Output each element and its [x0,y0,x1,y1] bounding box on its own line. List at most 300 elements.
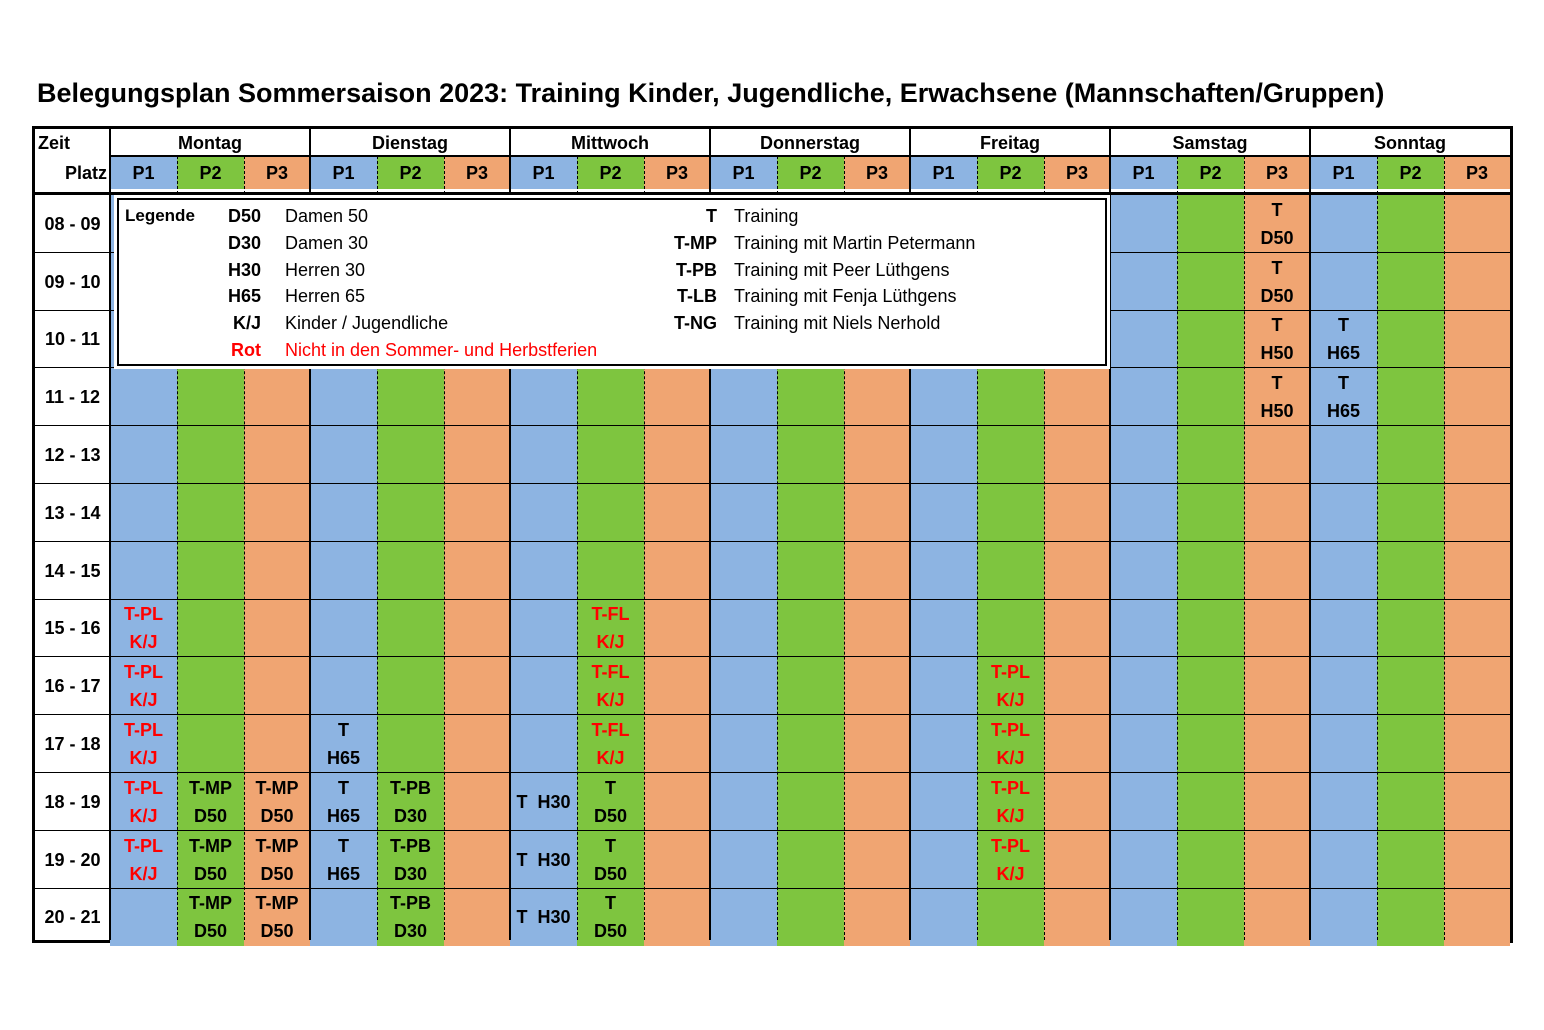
time-slot-label: 18 - 19 [44,791,101,812]
court-divider [1177,156,1178,940]
booking-cell [110,600,177,658]
court-header-p3: P3 [1044,156,1110,189]
court-slot-cell [1377,831,1444,889]
court-slot-cell [1044,542,1110,600]
court-slot-cell [1244,889,1310,947]
booking-text: D50 [193,921,228,942]
booking-cell [1244,195,1310,253]
court-slot-cell [1044,889,1110,947]
court-slot-cell [177,426,244,484]
legend-description: Training mit Peer Lüthgens [734,259,950,280]
booking-text: K/J [996,863,1025,884]
court-slot-cell [244,368,310,426]
booking-text: T-MP [255,835,299,856]
page-title: Belegungsplan Sommersaison 2023: Training Kinder, Jugendliche, Erwachsene (Mannschaften/Gruppen) [37,78,1385,108]
court-slot-cell [1444,889,1510,947]
legend-box [117,198,1107,366]
court-slot-cell [910,542,977,600]
column-divider [109,129,111,940]
court-slot-cell [577,542,644,600]
court-slot-cell [777,542,844,600]
booking-text: T [1271,257,1283,278]
court-slot-cell [1177,253,1244,311]
booking-cell [244,773,310,831]
booking-text: T [605,835,616,856]
court-slot-cell [1044,426,1110,484]
court-slot-cell [1044,368,1110,426]
court-slot-cell [910,484,977,542]
court-slot-cell [510,426,577,484]
booking-cell [177,889,244,947]
court-slot-cell [844,657,910,715]
court-slot-cell [110,368,177,426]
court-slot-cell [1377,311,1444,369]
court-slot-cell [110,889,177,947]
time-slot-label: 16 - 17 [44,676,101,697]
booking-text: T-MP [189,893,232,914]
court-slot-cell [1310,600,1377,658]
booking-cell [377,831,444,889]
court-slot-cell [710,426,777,484]
court-slot-cell [910,426,977,484]
court-slot-cell [644,715,710,773]
header-zeit-label: Zeit [38,132,71,153]
court-slot-cell [910,657,977,715]
court-header-p2: P2 [577,156,644,189]
booking-text: H50 [1260,401,1294,422]
booking-text: H65 [1326,401,1361,422]
court-slot-cell [1310,889,1377,947]
court-slot-cell [444,831,510,889]
court-slot-cell [1110,368,1177,426]
booking-text: T [605,777,616,798]
booking-cell [510,889,577,947]
booking-text: K/J [129,805,158,826]
time-slot-label: 20 - 21 [44,907,101,928]
court-slot-cell [244,484,310,542]
booking-cell [977,773,1044,831]
legend-code: T-NG [674,313,717,334]
booking-cell [577,773,644,831]
court-slot-cell [577,368,644,426]
court-slot-cell [1177,657,1244,715]
booking-text: T-PL [124,777,163,798]
court-slot-cell [1310,831,1377,889]
time-slot-label: 17 - 18 [44,734,101,755]
row-divider [35,830,1510,831]
booking-cell [977,657,1044,715]
row-divider [35,367,1510,368]
day-header-samstag: Samstag [1172,132,1248,153]
court-slot-cell [177,657,244,715]
court-slot-cell [1377,426,1444,484]
booking-cell [1310,311,1377,369]
court-slot-cell [444,715,510,773]
court-slot-cell [1310,484,1377,542]
booking-cell [244,889,310,947]
court-slot-cell [110,484,177,542]
row-divider [35,599,1510,600]
court-slot-cell [1177,311,1244,369]
booking-text: D50 [593,863,628,884]
court-slot-cell [710,773,777,831]
court-slot-cell [1044,600,1110,658]
court-slot-cell [1310,657,1377,715]
court-slot-cell [710,715,777,773]
legend-code: T-LB [677,286,717,307]
court-slot-cell [377,600,444,658]
court-slot-cell [510,600,577,658]
booking-text: D30 [393,921,428,942]
booking-text: D30 [393,863,428,884]
booking-cell [377,773,444,831]
booking-text: T-MP [189,777,232,798]
court-slot-cell [977,368,1044,426]
court-slot-cell [644,368,710,426]
row-divider [35,425,1510,426]
legend-code: T-MP [674,232,717,253]
booking-text: T-FL [591,662,630,683]
booking-text: T-PL [124,604,163,625]
court-slot-cell [844,542,910,600]
court-slot-cell [910,773,977,831]
court-header-p2: P2 [377,156,444,189]
court-slot-cell [310,600,377,658]
court-slot-cell [1244,773,1310,831]
court-slot-cell [1310,426,1377,484]
court-slot-cell [1177,195,1244,253]
legend-code: D30 [227,232,261,253]
court-slot-cell [1110,715,1177,773]
court-slot-cell [444,600,510,658]
court-slot-cell [844,600,910,658]
booking-text: K/J [996,748,1025,769]
court-slot-cell [110,426,177,484]
court-slot-cell [1244,715,1310,773]
court-slot-cell [444,889,510,947]
court-slot-cell [444,542,510,600]
court-slot-cell [910,600,977,658]
booking-text: T [338,777,349,798]
court-slot-cell [1377,542,1444,600]
court-slot-cell [377,368,444,426]
court-slot-cell [1177,715,1244,773]
booking-cell [577,600,644,658]
row-divider [35,483,1510,484]
court-slot-cell [1377,715,1444,773]
court-slot-cell [1177,831,1244,889]
court-slot-cell [1044,484,1110,542]
booking-cell [1244,253,1310,311]
court-slot-cell [710,368,777,426]
booking-cell [977,715,1044,773]
court-slot-cell [377,484,444,542]
legend-code: T [706,206,717,226]
court-slot-cell [710,657,777,715]
court-slot-cell [1044,773,1110,831]
court-slot-cell [977,542,1044,600]
court-header-p3: P3 [444,156,510,189]
court-slot-cell [510,715,577,773]
court-slot-cell [777,657,844,715]
court-slot-cell [1444,484,1510,542]
day-divider [1309,129,1311,940]
time-slot-label: 09 - 10 [44,271,101,292]
court-slot-cell [244,542,310,600]
court-slot-cell [1444,773,1510,831]
court-slot-cell [644,484,710,542]
court-slot-cell [1310,253,1377,311]
court-slot-cell [777,831,844,889]
booking-cell [177,773,244,831]
booking-text: H65 [1326,343,1361,364]
booking-text: T [1338,373,1349,394]
booking-text: D50 [1260,227,1294,248]
header-bottom-divider [35,192,1510,195]
booking-text: T [1271,373,1283,394]
court-header-p1: P1 [910,156,977,189]
court-slot-cell [1310,715,1377,773]
court-slot-cell [1177,773,1244,831]
court-header-p3: P3 [844,156,910,189]
booking-cell [577,889,644,947]
booking-text: H65 [326,805,361,826]
court-slot-cell [777,484,844,542]
booking-text: K/J [596,690,625,711]
court-slot-cell [310,368,377,426]
time-slot-label: 14 - 15 [44,560,101,581]
court-slot-cell [1110,311,1177,369]
court-slot-cell [1044,657,1110,715]
court-slot-cell [244,600,310,658]
booking-text: T-PL [991,835,1030,856]
court-slot-cell [377,542,444,600]
court-slot-cell [710,484,777,542]
legend-description: Damen 50 [285,206,369,226]
booking-text: T-PL [124,662,163,683]
booking-text: D50 [1260,285,1294,306]
booking-text: T [338,835,349,856]
court-slot-cell [710,889,777,947]
header-platz-label: Platz [64,162,107,183]
court-slot-cell [377,426,444,484]
court-header-p2: P2 [777,156,844,189]
court-slot-cell [1310,542,1377,600]
court-slot-cell [1444,368,1510,426]
row-divider [35,714,1510,715]
court-header-p2: P2 [1177,156,1244,189]
court-slot-cell [177,715,244,773]
court-slot-cell [1244,600,1310,658]
court-slot-cell [910,715,977,773]
booking-text: T H30 [516,849,571,870]
court-header-p3: P3 [1244,156,1310,189]
court-slot-cell [977,426,1044,484]
day-header-montag: Montag [178,132,242,153]
booking-text: T-PL [991,662,1030,683]
time-slot-label: 08 - 09 [44,213,101,234]
booking-text: T-PB [389,835,431,856]
court-slot-cell [777,600,844,658]
legend-code: H65 [227,286,261,307]
legend-description: Training mit Fenja Lüthgens [734,286,957,307]
court-header-p3: P3 [644,156,710,189]
court-slot-cell [1377,657,1444,715]
booking-text: T-PB [389,893,431,914]
court-slot-cell [644,542,710,600]
booking-text: T-PL [124,835,163,856]
booking-text: D50 [193,863,228,884]
booking-text: T H30 [516,907,571,928]
booking-text: T-PL [991,777,1030,798]
court-slot-cell [444,657,510,715]
booking-text: K/J [596,632,625,653]
day-divider [1109,129,1111,940]
court-slot-cell [1110,484,1177,542]
court-slot-cell [844,715,910,773]
court-divider [1444,156,1445,940]
booking-text: H65 [326,863,361,884]
court-slot-cell [310,889,377,947]
day-header-dienstag: Dienstag [371,132,449,153]
booking-cell [510,831,577,889]
time-slot-label: 10 - 11 [44,329,101,350]
court-slot-cell [1444,426,1510,484]
court-slot-cell [1244,542,1310,600]
court-slot-cell [644,600,710,658]
booking-text: K/J [996,690,1025,711]
legend-code: T-PB [675,259,717,280]
court-slot-cell [1310,195,1377,253]
booking-text: K/J [129,632,158,653]
court-slot-cell [1377,253,1444,311]
booking-text: T [338,720,349,741]
booking-text: K/J [596,748,625,769]
court-slot-cell [177,368,244,426]
court-slot-cell [910,831,977,889]
day-header-donnerstag: Donnerstag [759,132,860,153]
court-slot-cell [1044,831,1110,889]
court-slot-cell [1110,195,1177,253]
booking-cell [977,831,1044,889]
court-slot-cell [710,831,777,889]
court-header-p1: P1 [510,156,577,189]
booking-cell [244,831,310,889]
booking-text: K/J [129,863,158,884]
court-slot-cell [644,426,710,484]
booking-text: K/J [129,748,158,769]
legend-description: Training [734,206,799,226]
court-slot-cell [310,426,377,484]
booking-text: K/J [996,805,1025,826]
court-slot-cell [710,542,777,600]
booking-text: D50 [593,921,628,942]
court-slot-cell [1244,484,1310,542]
court-divider [1244,156,1245,940]
booking-cell [577,715,644,773]
court-slot-cell [910,889,977,947]
booking-text: D50 [260,921,294,942]
court-header-p2: P2 [977,156,1044,189]
booking-text: D50 [260,863,294,884]
court-slot-cell [1444,657,1510,715]
court-slot-cell [644,773,710,831]
booking-text: T [1271,315,1283,336]
booking-cell [1244,311,1310,369]
day-header-sonntag: Sonntag [1374,132,1446,153]
court-slot-cell [1110,657,1177,715]
court-slot-cell [310,657,377,715]
court-slot-cell [244,715,310,773]
court-slot-cell [844,484,910,542]
court-slot-cell [977,889,1044,947]
court-slot-cell [577,426,644,484]
court-slot-cell [177,600,244,658]
court-slot-cell [1444,253,1510,311]
court-slot-cell [510,657,577,715]
court-slot-cell [644,889,710,947]
court-slot-cell [510,484,577,542]
row-divider [35,772,1510,773]
booking-text: D50 [260,805,294,826]
court-slot-cell [244,426,310,484]
court-slot-cell [1444,195,1510,253]
booking-text: T [1271,199,1283,220]
time-slot-label: 19 - 20 [44,849,101,870]
booking-cell [110,657,177,715]
court-slot-cell [1044,715,1110,773]
court-header-p2: P2 [177,156,244,189]
court-slot-cell [844,889,910,947]
court-slot-cell [1377,889,1444,947]
booking-text: H65 [326,748,361,769]
court-slot-cell [1110,542,1177,600]
court-slot-cell [777,426,844,484]
court-slot-cell [1444,542,1510,600]
court-slot-cell [444,484,510,542]
legend-description: Kinder / Jugendliche [285,313,449,334]
court-header-p3: P3 [1444,156,1510,189]
booking-text: T-MP [189,835,232,856]
court-slot-cell [777,715,844,773]
time-slot-label: 12 - 13 [44,445,101,466]
day-header-mittwoch: Mittwoch [571,132,649,153]
court-header-p1: P1 [310,156,377,189]
court-slot-cell [977,484,1044,542]
court-slot-cell [1377,773,1444,831]
court-slot-cell [844,426,910,484]
court-slot-cell [444,368,510,426]
court-slot-cell [977,600,1044,658]
court-slot-cell [1310,773,1377,831]
court-slot-cell [1110,426,1177,484]
court-slot-cell [577,484,644,542]
court-slot-cell [1177,889,1244,947]
booking-text: T-PL [991,720,1030,741]
booking-text: T-MP [255,893,299,914]
court-slot-cell [310,484,377,542]
time-slot-label: 13 - 14 [44,502,101,523]
booking-text: D50 [593,805,628,826]
court-slot-cell [1244,657,1310,715]
court-slot-cell [844,368,910,426]
court-slot-cell [1177,426,1244,484]
court-slot-cell [310,542,377,600]
court-slot-cell [177,484,244,542]
court-slot-cell [510,542,577,600]
booking-cell [1244,368,1310,426]
header-divider [110,155,1510,157]
